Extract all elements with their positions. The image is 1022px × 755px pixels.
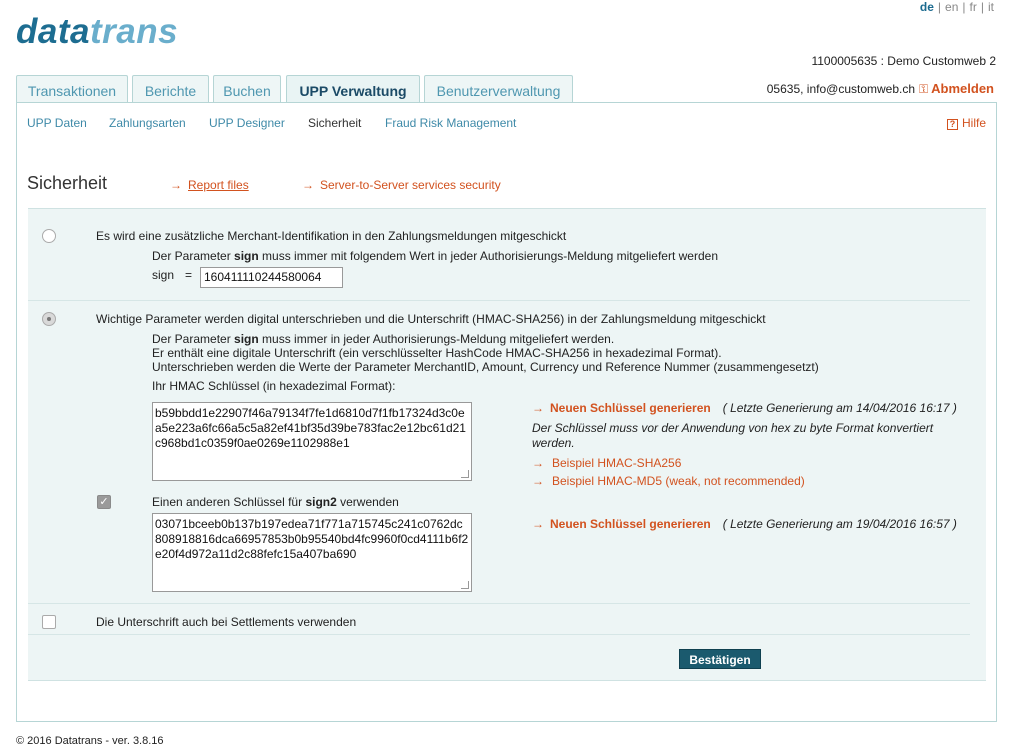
subnav-fraud-risk[interactable]: Fraud Risk Management: [385, 116, 517, 130]
sign2-label: Einen anderen Schlüssel für sign2 verwenden: [152, 495, 399, 509]
option-merchant-id-radio[interactable]: [42, 229, 56, 243]
example-hmac-sha256-link[interactable]: → Beispiel HMAC-SHA256: [532, 456, 682, 470]
user-info: 05635, info@customweb.ch: [766, 82, 916, 96]
resize-grip-icon[interactable]: [461, 470, 469, 478]
generate-key2-link[interactable]: → Neuen Schlüssel generieren ( Letzte Generierung am 19/04/2016 16:57 ): [532, 517, 957, 531]
option-hmac-label: Wichtige Parameter werden digital unterschrieben und die Unterschrift (HMAC-SHA256) in der Zahlungsmeldung mitgeschickt: [96, 312, 766, 326]
sign-value-input[interactable]: 160411110244580064: [200, 267, 343, 288]
option-hmac-desc3: Unterschrieben werden die Werte der Parameter MerchantID, Amount, Currency und Reference Nummer (zusammengesetzt): [152, 360, 819, 374]
sign-label: sign: [152, 268, 175, 282]
sign2-checkbox[interactable]: ✓: [97, 495, 111, 509]
option-hmac-desc2: Er enthält eine digitale Unterschrift (ein verschlüsselter HashCode HMAC-SHA256 in hexadezimal Format).: [152, 346, 722, 360]
arrow-right-icon: →: [532, 456, 544, 470]
arrow-right-icon: →: [532, 517, 544, 531]
lang-de[interactable]: de: [919, 0, 934, 14]
divider: [28, 634, 970, 635]
page-title: Sicherheit: [27, 173, 108, 193]
arrow-right-icon: →: [532, 474, 544, 488]
last-generated-2: ( Letzte Generierung am 19/04/2016 16:57 ): [722, 517, 957, 531]
option-merchant-id-desc: Der Parameter sign muss immer mit folgendem Wert in jeder Authorisierungs-Meldung mitgeliefert werden: [152, 249, 719, 263]
settlement-signature-checkbox[interactable]: [42, 615, 56, 629]
tab-upp-verwaltung[interactable]: UPP Verwaltung: [286, 75, 420, 104]
help-link[interactable]: ? Hilfe: [947, 116, 986, 130]
subnav-upp-designer[interactable]: UPP Designer: [209, 116, 285, 130]
report-files-link[interactable]: → Report files: [170, 178, 249, 192]
arrow-right-icon: →: [302, 178, 314, 192]
confirm-button[interactable]: Bestätigen: [679, 649, 761, 669]
hmac-key-label: Ihr HMAC Schlüssel (in hexadezimal Format):: [152, 379, 396, 393]
option-hmac-radio[interactable]: [42, 312, 56, 326]
key-icon: ⚿: [919, 82, 929, 96]
language-switch: de | en | fr | it: [919, 0, 994, 14]
option-merchant-id-label: Es wird eine zusätzliche Merchant-Identifikation in den Zahlungsmeldungen mitgeschickt: [96, 229, 567, 243]
tab-berichte[interactable]: Berichte: [132, 75, 209, 103]
hmac-key2-textarea[interactable]: 03071bceeb0b137b197edea71f771a715745c241c0762dc808918816dca66957853b0b95540bd4fc9960f0cd4111b6f2e20f4d972a11d2c88fefc15a407ba690: [152, 513, 472, 592]
help-icon: ?: [947, 119, 958, 130]
last-generated-1: ( Letzte Generierung am 14/04/2016 16:17 ): [722, 401, 957, 415]
settlement-signature-label: Die Unterschrift auch bei Settlements verwenden: [96, 615, 357, 629]
lang-en[interactable]: en: [945, 0, 959, 14]
security-options-box: [28, 208, 986, 681]
example-hmac-md5-link[interactable]: → Beispiel HMAC-MD5 (weak, not recommended): [532, 474, 805, 488]
logout-link[interactable]: Abmelden: [931, 81, 994, 96]
lang-fr[interactable]: fr: [969, 0, 977, 14]
subnav-sicherheit[interactable]: Sicherheit: [308, 116, 362, 130]
arrow-right-icon: →: [170, 178, 182, 192]
footer-copyright: © 2016 Datatrans - ver. 3.8.16: [16, 735, 164, 747]
tab-buchen[interactable]: Buchen: [213, 75, 281, 103]
key-conversion-note: Der Schlüssel muss vor der Anwendung von hex zu byte Format konvertiert werden.: [532, 421, 934, 450]
s2s-security-link[interactable]: → Server-to-Server services security: [302, 178, 501, 192]
tab-benutzerverwaltung[interactable]: Benutzerverwaltung: [424, 75, 573, 103]
lang-it[interactable]: it: [988, 0, 994, 14]
subnav-zahlungsarten[interactable]: Zahlungsarten: [109, 116, 186, 130]
divider: [28, 603, 970, 604]
generate-key-link[interactable]: → Neuen Schlüssel generieren ( Letzte Generierung am 14/04/2016 16:17 ): [532, 401, 957, 415]
arrow-right-icon: →: [532, 401, 544, 415]
tab-transaktionen[interactable]: Transaktionen: [16, 75, 128, 103]
logo: datatrans: [16, 12, 179, 51]
divider: [28, 300, 970, 301]
subnav-upp-daten[interactable]: UPP Daten: [27, 116, 87, 130]
option-hmac-desc1: Der Parameter sign muss immer in jeder Authorisierungs-Meldung mitgeliefert werden.: [152, 332, 615, 346]
hmac-key-textarea[interactable]: b59bbdd1e22907f46a79134f7fe1d6810d7f1fb17324d3c0ea5e223a6fc66a5c5a82ef41bf35d39be783fac2e12bc61d21c968bd1c0359f0ae0269e1102988e1: [152, 402, 472, 481]
account-info: 1100005635 : Demo Customweb 2: [811, 54, 996, 68]
user-bar: [767, 81, 994, 97]
resize-grip-icon[interactable]: [461, 581, 469, 589]
sign-equals: =: [185, 268, 193, 282]
